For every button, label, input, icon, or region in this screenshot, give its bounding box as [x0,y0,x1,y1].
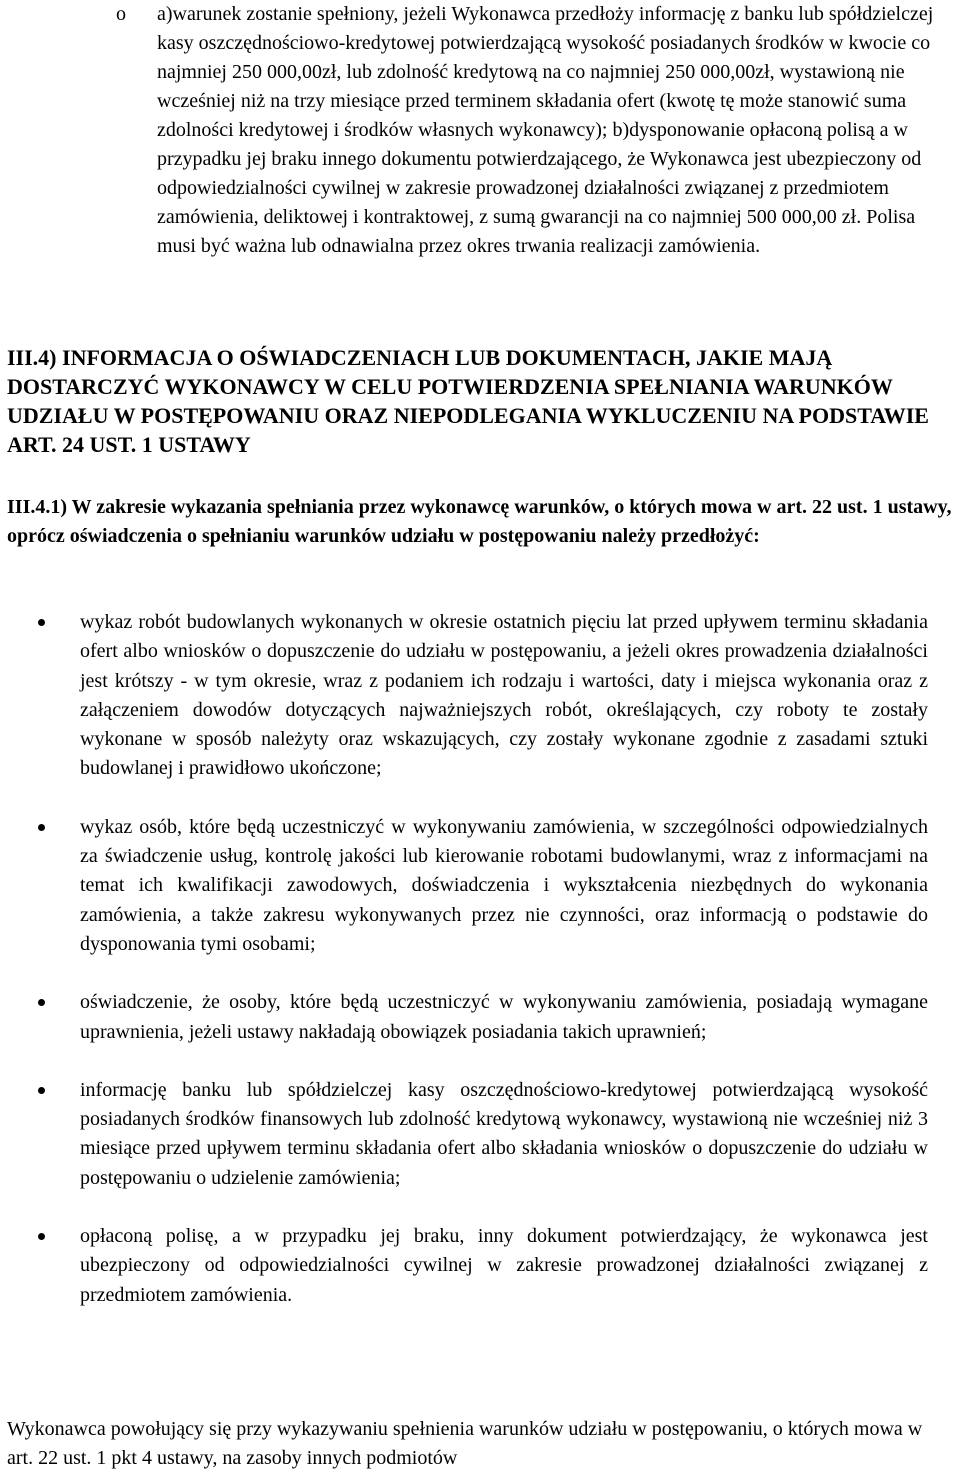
circle-bullet-marker: o [116,3,126,25]
list-item [0,813,928,959]
list-item-text: oświadczenie, że osoby, które będą uczestniczyć w wykonywaniu zamówienia, posiadają wymagane uprawnienia, jeżeli ustawy nakładają obowiązek posiadania takich uprawnień; [80,991,928,1043]
bullet-dot-icon [38,1233,45,1240]
subsection-heading: III.4.1) W zakresie wykazania spełniania przez wykonawcę warunków, o których mowa w art. 22 ust. 1 ustawy, oprócz oświadczenia o spełnianiu warunków udziału w postępowaniu należy przedłożyć: [7,496,952,547]
list-item [0,608,928,784]
condition-text: a)warunek zostanie spełniony, jeżeli Wykonawca przedłoży informację z banku lub spółdzielczej kasy oszczędnościowo-kredytowej potwierdzającą wysokość posiadanych środków w kwocie co najmniej 250 000,00zł, lub zdolność kredytową na co najmniej 250 000,00zł, wystawioną nie wcześniej niż na trzy miesiące przed terminem składania ofert (kwotę tę może stanowić suma zdolności kredytowej i środków własnych wykonawcy); b)dysponowanie opłaconą polisą a w przypadku jej braku innego dokumentu potwierdzającego, że Wykonawca jest ubezpieczony od odpowiedzialności cywilnej w zakresie prowadzonej działalności związanej z przedmiotem zamówienia, deliktowej i kontraktowej, z sumą gwarancji na co najmniej 500 000,00 zł. Polisa musi być ważna lub odnawialna przez okres trwania realizacji zamówienia. [157,3,934,257]
list-item-text: wykaz osób, które będą uczestniczyć w wykonywaniu zamówienia, w szczególności odpowiedzialnych za świadczenie usług, kontrolę jakości lub kierowanie robotami budowlanymi, wraz z informacjami na temat ich kwalifikacji zawodowych, doświadczenia i wykształcenia niezbędnych do wykonania zamówienia, a także zakresu wykonywanych przez nie czynności, oraz informacją o podstawie do dysponowania tymi osobami; [80,815,928,955]
list-item [0,988,928,1047]
bullet-dot-icon [38,1087,45,1094]
list-item-text: informację banku lub spółdzielczej kasy oszczędnościowo-kredytowej potwierdzającą wysokość posiadanych środków finansowych lub zdolność kredytową wykonawcy, wystawioną nie wcześniej niż 3 miesiące przed upływem terminu składania ofert albo składania wniosków o dopuszczenie do udziału w postępowaniu o udzielenie zamówienia; [80,1078,928,1189]
list-item [0,1076,928,1193]
requirements-list [0,608,960,1339]
bullet-dot-icon [38,999,45,1006]
bullet-dot-icon [38,824,45,831]
section-heading: III.4) INFORMACJA O OŚWIADCZENIACH LUB DOKUMENTACH, JAKIE MAJĄ DOSTARCZYĆ WYKONAWCY W CELU POTWIERDZENIA SPEŁNIANIA WARUNKÓW UDZIAŁU W POSTĘPOWANIU ORAZ NIEPODLEGANIA WYKLUCZENIU NA PODSTAWIE ART. 24 UST. 1 USTAWY [7,345,929,457]
list-item [0,1222,928,1310]
closing-paragraph: Wykonawca powołujący się przy wykazywaniu spełnienia warunków udziału w postępowaniu, o których mowa w art. 22 ust. 1 pkt 4 ustawy, na zasoby innych podmiotów [7,1418,923,1469]
list-item-text: opłaconą polisę, a w przypadku jej braku, inny dokument potwierdzający, że wykonawca jest ubezpieczony od odpowiedzialności cywilnej w zakresie prowadzonej działalności związanej z przedmiotem zamówienia. [80,1225,928,1306]
list-item-text: wykaz robót budowlanych wykonanych w okresie ostatnich pięciu lat przed upływem terminu składania ofert albo wniosków o dopuszczenie do udziału w postępowaniu, a jeżeli okres prowadzenia działalności jest krótszy - w tym okresie, wraz z podaniem ich rodzaju i wartości, daty i miejsca wykonania oraz z załączeniem dowodów dotyczących najważniejszych robót, określających, czy roboty te zostały wykonane w sposób należyty oraz wskazujących, czy zostały wykonane zgodnie z zasadami sztuki budowlanej i prawidłowo ukończone; [80,611,928,780]
bullet-dot-icon [38,619,45,626]
condition-item [116,0,934,261]
